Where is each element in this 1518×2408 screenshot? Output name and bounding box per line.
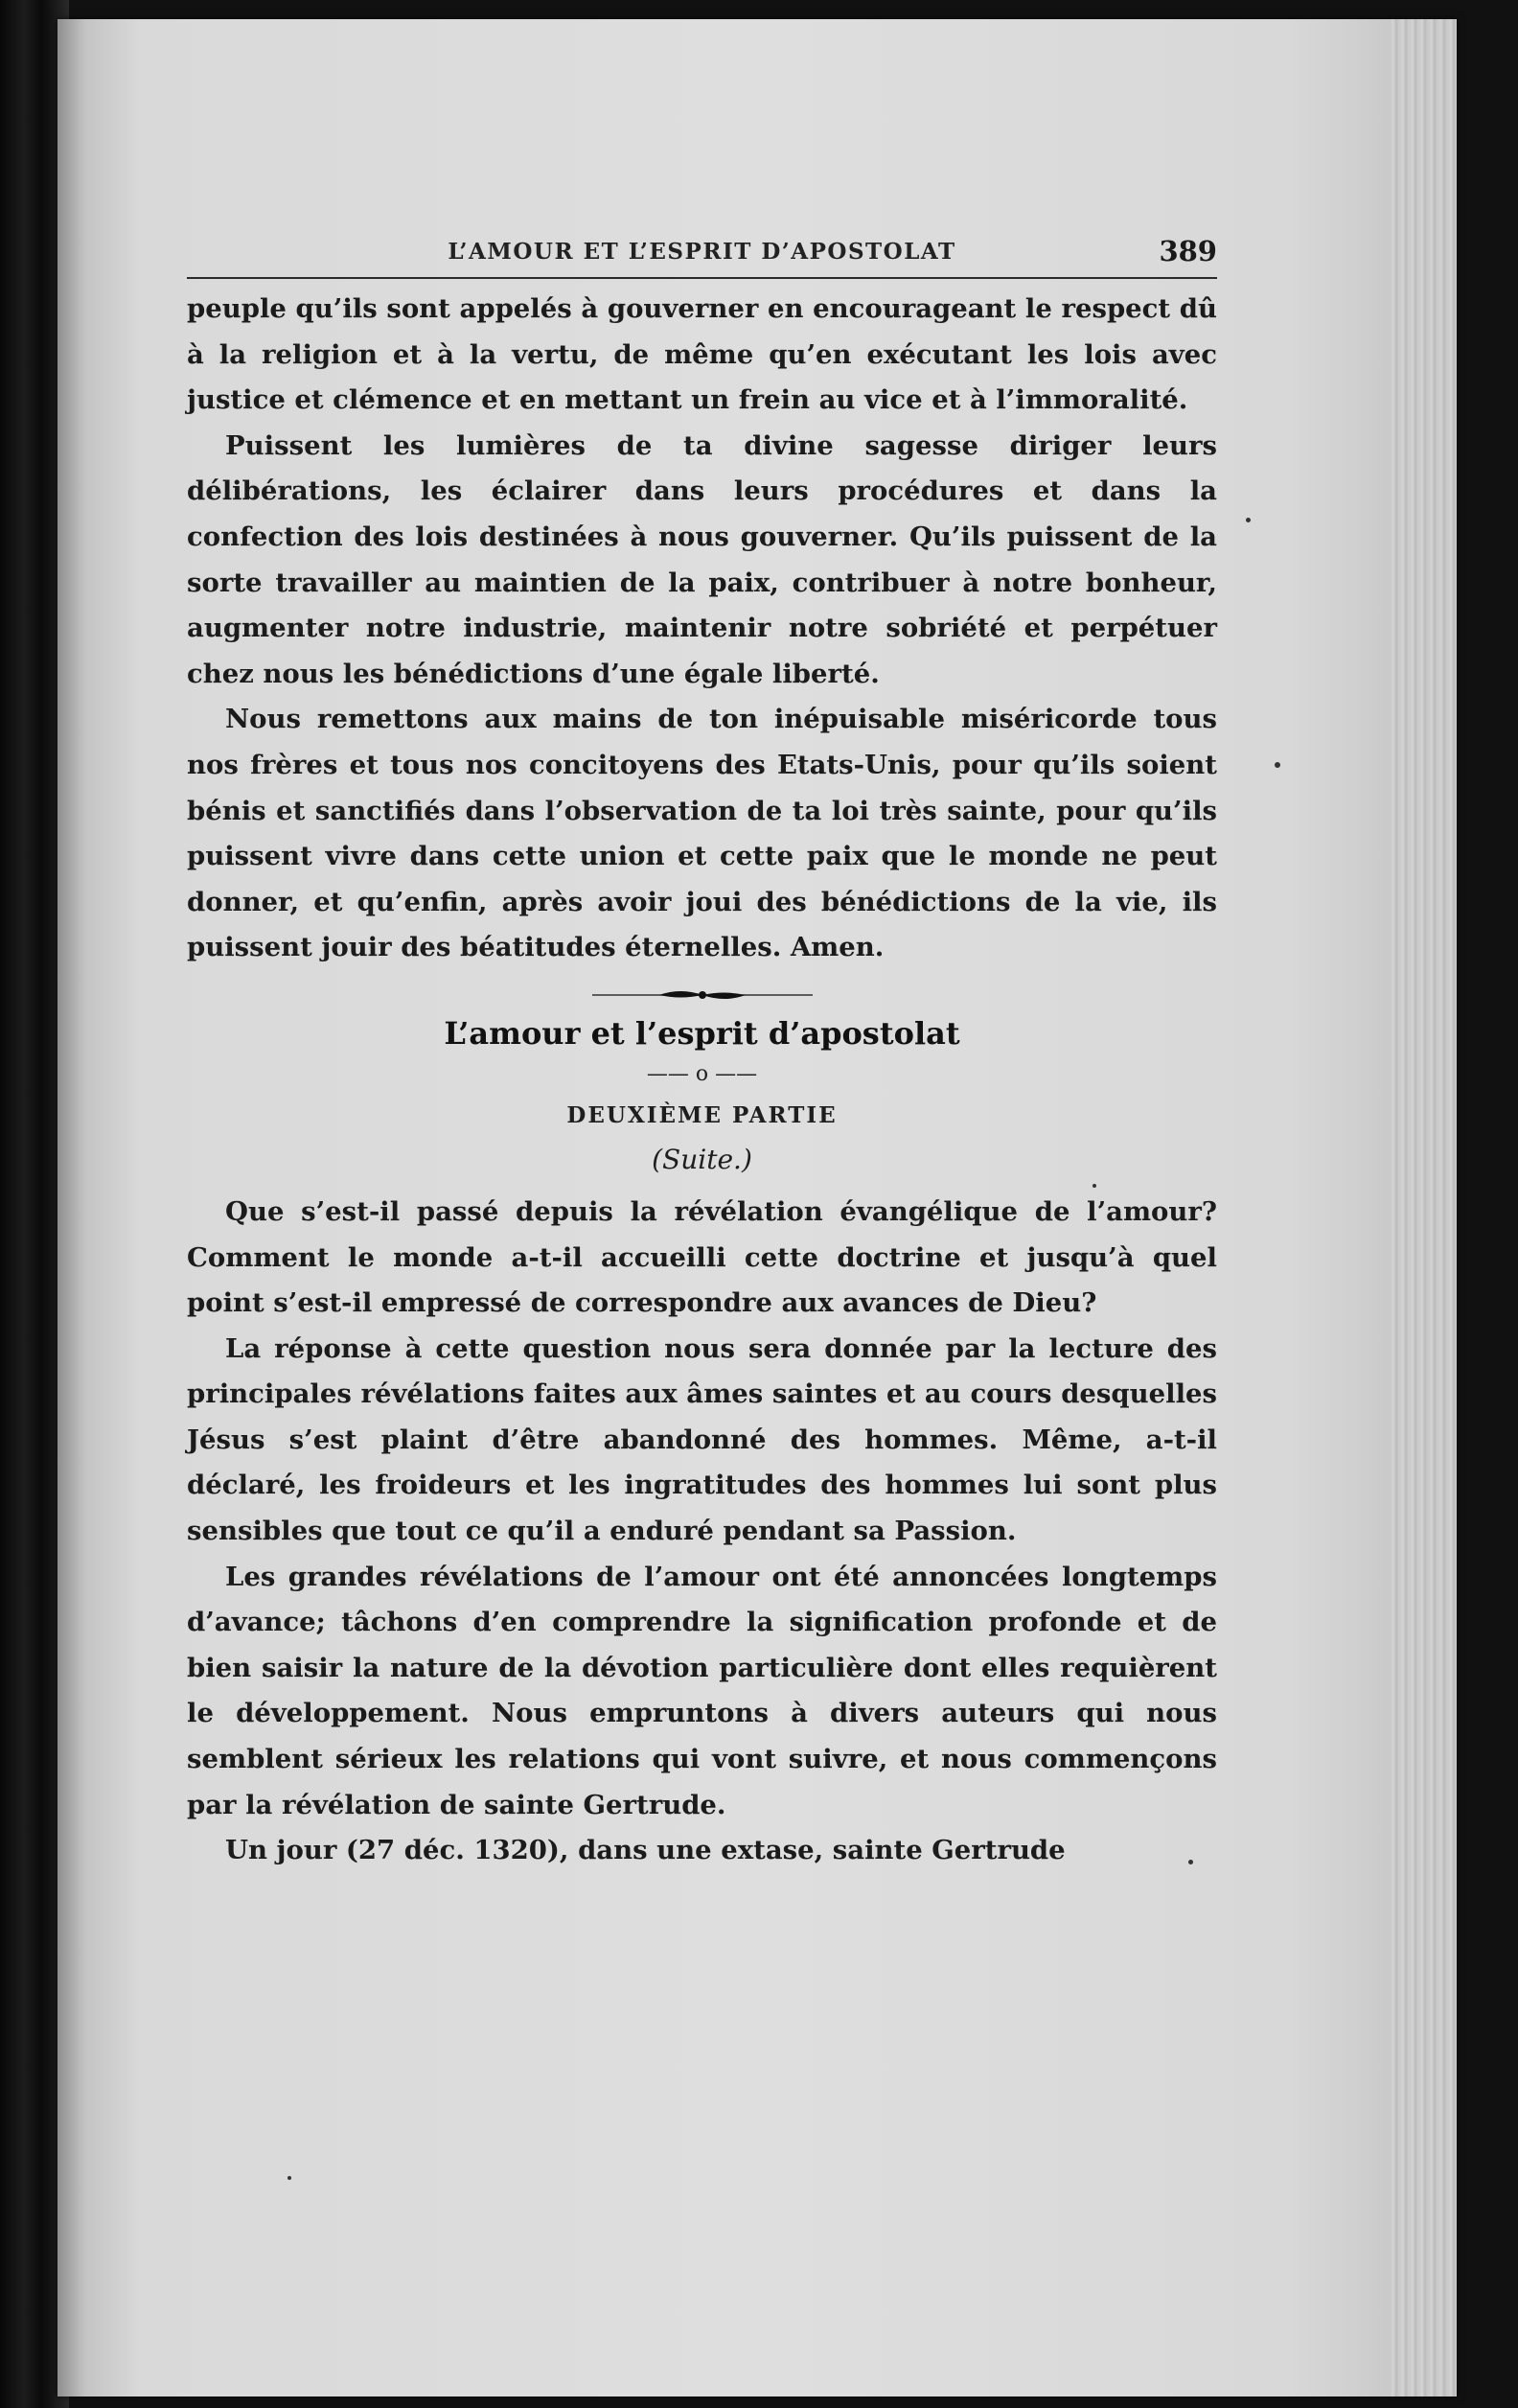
paragraph: Un jour (27 déc. 1320), dans une extase, sainte Gertrude — [225, 1835, 1066, 1866]
ornament-divider-icon — [592, 984, 813, 1006]
section-title: L’amour et l’esprit d’apostolat — [444, 1014, 960, 1052]
suite-label: (Suite.) — [652, 1143, 752, 1175]
book-page — [58, 19, 1457, 2396]
page-edges — [1390, 19, 1457, 2396]
paragraph: Que s’est-il passé depuis la révélation évangélique de l’amour? Comment le monde a-t-il accueilli cette doctrine et jusqu’à quel point s’est-il empressé de correspondre aux avances de Dieu? — [187, 1195, 1217, 1319]
paper-speck — [1275, 762, 1280, 768]
body-text-before — [187, 287, 1217, 971]
paragraph: peuple qu’ils sont appelés à gouverner en encourageant le respect dû à la religion et à la vertu, de même qu’en exécutant les lois avec justice et clémence et en mettant un frein au vice et à l’immoralité. — [187, 293, 1217, 416]
small-divider: —— o —— — [646, 1061, 758, 1086]
paper-speck — [288, 2176, 291, 2180]
paper-speck — [1246, 518, 1251, 522]
paragraph: Puissent les lumières de ta divine sagesse diriger leurs délibérations, les éclairer dans leurs procédures et dans la confection des lois destinées à nous gouverner. Qu’ils puissent de la sorte travailler au maintien de la paix, contribuer à notre bonheur, augmenter notre industrie, maintenir notre sobriété et perpétuer chez nous les bénédictions d’une égale liberté. — [187, 429, 1217, 689]
body-text-after — [187, 1190, 1217, 1874]
running-title: L’AMOUR ET L’ESPRIT D’APOSTOLAT — [448, 239, 956, 265]
part-title: DEUXIÈME PARTIE — [566, 1101, 838, 1128]
page-number: 389 — [1159, 235, 1217, 267]
running-head — [187, 225, 1217, 279]
paragraph: Les grandes révélations de l’amour ont été annoncées longtemps d’avance; tâchons d’en comprendre la signification profonde et de bien saisir la nature de la dévotion particulière dont elles requièrent le développement. Nous empruntons à divers auteurs qui nous semblent sérieux les relations qui vont suivre, et nous commençons par la révélation de sainte Gertrude. — [187, 1561, 1217, 1820]
paragraph: La réponse à cette question nous sera donnée par la lecture des principales révélations faites aux âmes saintes et au cours desquelles Jésus s’est plaint d’être abandonné des hommes. Même, a-t-il déclaré, les froideurs et les ingratitudes des hommes lui sont plus sensibles que tout ce qu’il a enduré pendant sa Passion. — [187, 1332, 1217, 1547]
paragraph: Nous remettons aux mains de ton inépuisable miséricorde tous nos frères et tous nos concitoyens des Etats-Unis, pour qu’ils soient bénis et sanctifiés dans l’observation de ta loi très sainte, pour qu’ils puissent vivre dans cette union et cette paix que le monde ne peut donner, et qu’enfin, après avoir joui des bénédictions de la vie, ils puissent jouir des béatitudes éternelles. Amen. — [187, 704, 1217, 963]
text-block — [187, 225, 1217, 1874]
